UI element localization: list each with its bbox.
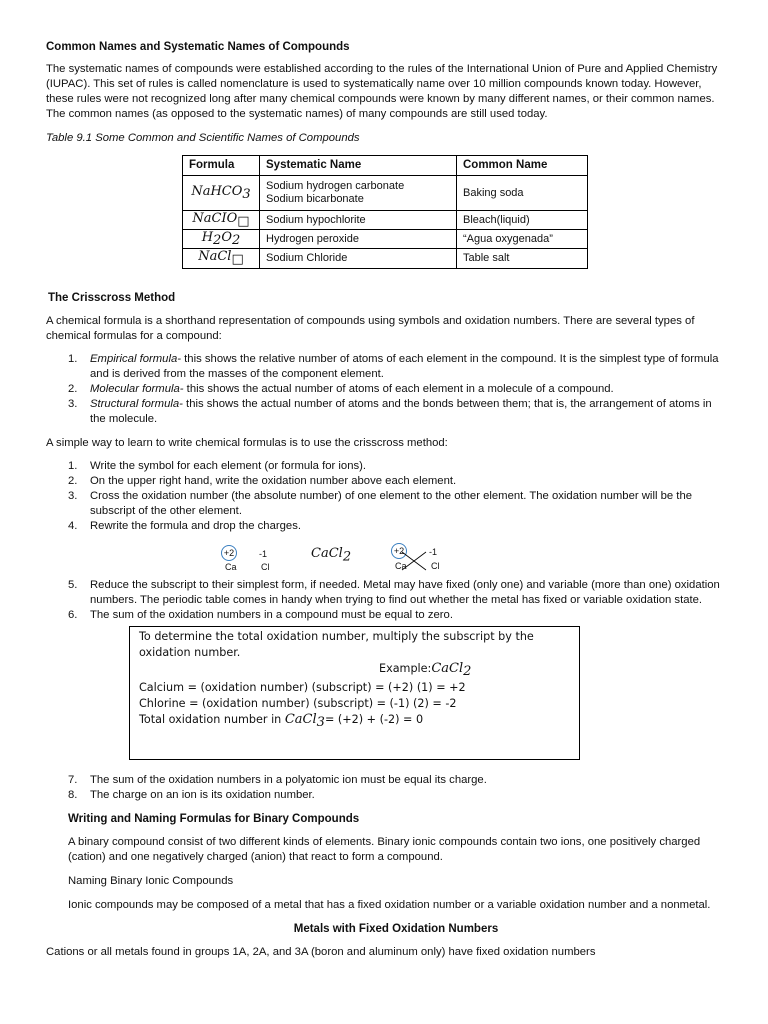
formula-part: O xyxy=(221,230,232,246)
formula-part: H xyxy=(201,230,214,246)
result-formula xyxy=(311,546,351,564)
formula-cell xyxy=(183,176,260,211)
table-row xyxy=(183,249,588,268)
common-name-cell: “Agua oxygenada” xyxy=(457,230,588,249)
list-item xyxy=(46,578,746,608)
result-formula-base: CaCl xyxy=(311,546,343,561)
cations-paragraph: Cations or all metals found in groups 1A, 2A, and 3A (boron and aluminum only) have fixed oxidation numbers xyxy=(46,946,596,958)
list-term: Structural formula- xyxy=(90,398,183,410)
list-item xyxy=(46,459,736,474)
list-item xyxy=(46,773,736,788)
crisscross-steps-list-2 xyxy=(46,578,746,623)
list-term: Molecular formula- xyxy=(90,383,184,395)
crisscross-diagram xyxy=(220,544,460,574)
crisscross-intro: A simple way to learn to write chemical formulas is to use the crisscross method: xyxy=(46,437,448,449)
common-name-cell: Bleach(liquid) xyxy=(457,211,588,230)
box-line: oxidation number. xyxy=(139,646,241,659)
list-text-continued: numbers. The periodic table comes in handy when trying to find out whether the metal has fixed or variable oxidation state. xyxy=(90,594,703,606)
formula-base: NaHCO xyxy=(191,183,243,199)
list-text: this shows the relative number of atoms of each element in the compound. It is the simplest type of formula xyxy=(181,353,719,365)
list-text: this shows the actual number of atoms and the bonds between them; that is, the arrangement of atoms in xyxy=(182,398,712,410)
naming-subheading: Naming Binary Ionic Compounds xyxy=(68,875,234,887)
crisscross-steps-list-3 xyxy=(46,773,736,803)
systematic-name: Sodium hydrogen carbonate xyxy=(266,180,405,192)
systematic-name-cell: Sodium hypochlorite xyxy=(260,211,457,230)
element-chlorine: Cl xyxy=(261,562,270,572)
box-calcium-line: Calcium = (oxidation number) (subscript) = (+2) (1) = +2 xyxy=(139,681,466,695)
list-number: 1. xyxy=(68,353,78,365)
oxidation-example-box xyxy=(129,626,580,760)
formula-subscript: 3 xyxy=(242,187,251,203)
oxidation-number-calcium: +2 xyxy=(221,545,237,561)
list-item xyxy=(46,788,736,803)
header-formula: Formula xyxy=(183,156,260,176)
formula-cell xyxy=(183,249,260,268)
list-text-continued: subscript of the other element. xyxy=(90,505,242,517)
list-text: The sum of the oxidation numbers in a polyatomic ion must be equal its charge. xyxy=(90,774,487,786)
box-total-prefix: Total oxidation number in xyxy=(139,713,285,727)
oxidation-number-chlorine: -1 xyxy=(259,549,268,559)
list-item xyxy=(46,397,736,427)
section-heading-crisscross: The Crisscross Method xyxy=(48,292,176,304)
section-heading-binary: Writing and Naming Formulas for Binary Compounds xyxy=(68,813,360,825)
common-name-cell: Baking soda xyxy=(457,176,588,211)
header-systematic-name: Systematic Name xyxy=(260,156,457,176)
list-item xyxy=(46,519,736,534)
list-number: 6. xyxy=(68,609,78,621)
list-item xyxy=(46,608,746,623)
box-example-subscript: 2 xyxy=(463,664,472,680)
formula-subscript: □ xyxy=(237,214,250,230)
list-text-continued: the molecule. xyxy=(90,413,158,425)
section-heading-names: Common Names and Systematic Names of Compounds xyxy=(46,41,350,53)
list-number: 7. xyxy=(68,774,78,786)
list-text: this shows the actual number of atoms of each element in a molecule of a compound. xyxy=(183,383,614,395)
box-chlorine-line: Chlorine = (oxidation number) (subscript) = (-1) (2) = -2 xyxy=(139,697,457,711)
formula-subscript: 2 xyxy=(213,233,222,249)
list-text: Reduce the subscript to their simplest form, if needed. Metal may have fixed (only one) and variable (more than one) oxidation xyxy=(90,579,720,591)
element-chlorine-crossed: Cl xyxy=(431,561,440,571)
list-number: 5. xyxy=(68,579,78,591)
element-calcium-crossed: Ca xyxy=(395,561,407,571)
list-number: 2. xyxy=(68,475,78,487)
formula-subscript: 2 xyxy=(232,233,241,249)
box-total-line xyxy=(139,712,570,731)
table-row xyxy=(183,230,588,249)
table-caption: Table 9.1 Some Common and Scientific Names of Compounds xyxy=(46,132,360,144)
crisscross-steps-list xyxy=(46,459,736,534)
formula-subscript: □ xyxy=(231,252,244,268)
list-term: Empirical formula- xyxy=(90,353,182,365)
formula-cell xyxy=(183,211,260,230)
list-item xyxy=(46,474,736,489)
list-item xyxy=(46,382,736,397)
oxidation-number-calcium-crossed: +2 xyxy=(391,543,407,559)
chemical-formula-paragraph: A chemical formula is a shorthand representation of compounds using symbols and oxidation numbers. There are several types of chemical formulas for a compound: xyxy=(46,315,695,342)
box-example-formula: CaCl xyxy=(431,661,464,676)
list-number: 3. xyxy=(68,398,78,410)
list-item xyxy=(46,489,736,519)
result-formula-subscript: 2 xyxy=(342,549,352,565)
list-number: 8. xyxy=(68,789,78,801)
list-text-continued: and is derived from the masses of the component element. xyxy=(90,368,384,380)
header-common-name: Common Name xyxy=(457,156,588,176)
table-row xyxy=(183,176,588,211)
box-total-subscript: 3 xyxy=(316,715,325,731)
formula-cell xyxy=(183,230,260,249)
list-text: Write the symbol for each element (or formula for ions). xyxy=(90,460,367,472)
systematic-name-cell: Hydrogen peroxide xyxy=(260,230,457,249)
fixed-oxidation-heading: Metals with Fixed Oxidation Numbers xyxy=(293,923,499,935)
table-row xyxy=(183,211,588,230)
crisscross-arrows xyxy=(400,550,432,572)
box-example xyxy=(139,661,570,680)
list-item xyxy=(46,352,736,382)
binary-paragraph: A binary compound consist of two different kinds of elements. Binary ionic compounds contain two ions, one positively charged (cation) and one negatively charged (anion) that react to form a compound. xyxy=(68,836,701,863)
list-text: Rewrite the formula and drop the charges. xyxy=(90,520,301,532)
box-total-suffix: = (+2) + (-2) = 0 xyxy=(324,713,424,727)
box-line: To determine the total oxidation number, multiply the subscript by the xyxy=(139,630,534,643)
intro-paragraph: The systematic names of compounds were established according to the rules of the International Union of Pure and Applied Chemistry (IUPAC). This set of rules is called nomenclature is used to systematically name over 10 million compounds known today. However, these rules were not recognized long after many chemical compounds were known by many different names, or their common names. The common names (as opposed to the systematic names) of many compounds are still used today. xyxy=(46,63,718,120)
table-header-row xyxy=(183,156,588,176)
list-number: 2. xyxy=(68,383,78,395)
ionic-paragraph: Ionic compounds may be composed of a metal that has a fixed oxidation number or a variable oxidation number and a nonmetal. xyxy=(68,899,711,911)
formula-base: NaCl xyxy=(198,249,232,265)
common-name-cell: Table salt xyxy=(457,249,588,268)
element-calcium: Ca xyxy=(225,562,237,572)
oxidation-number-chlorine-crossed: -1 xyxy=(429,547,438,557)
list-number: 4. xyxy=(68,520,78,532)
systematic-name-cell: Sodium Chloride xyxy=(260,249,457,268)
list-text: The charge on an ion is its oxidation number. xyxy=(90,789,315,801)
formula-base: NaCIO xyxy=(192,211,238,226)
compound-names-table xyxy=(182,155,588,269)
systematic-name-cell xyxy=(260,176,457,211)
list-number: 3. xyxy=(68,490,78,502)
formula-types-list xyxy=(46,352,736,427)
list-number: 1. xyxy=(68,460,78,472)
box-total-formula: CaCl xyxy=(284,712,317,728)
list-text: The sum of the oxidation numbers in a compound must be equal to zero. xyxy=(90,609,453,621)
list-text: Cross the oxidation number (the absolute number) of one element to the other element. The oxidation number will be the xyxy=(90,490,693,502)
list-text: On the upper right hand, write the oxidation number above each element. xyxy=(90,475,457,487)
box-example-label: Example: xyxy=(379,662,432,675)
systematic-name-alt: Sodium bicarbonate xyxy=(266,193,364,205)
